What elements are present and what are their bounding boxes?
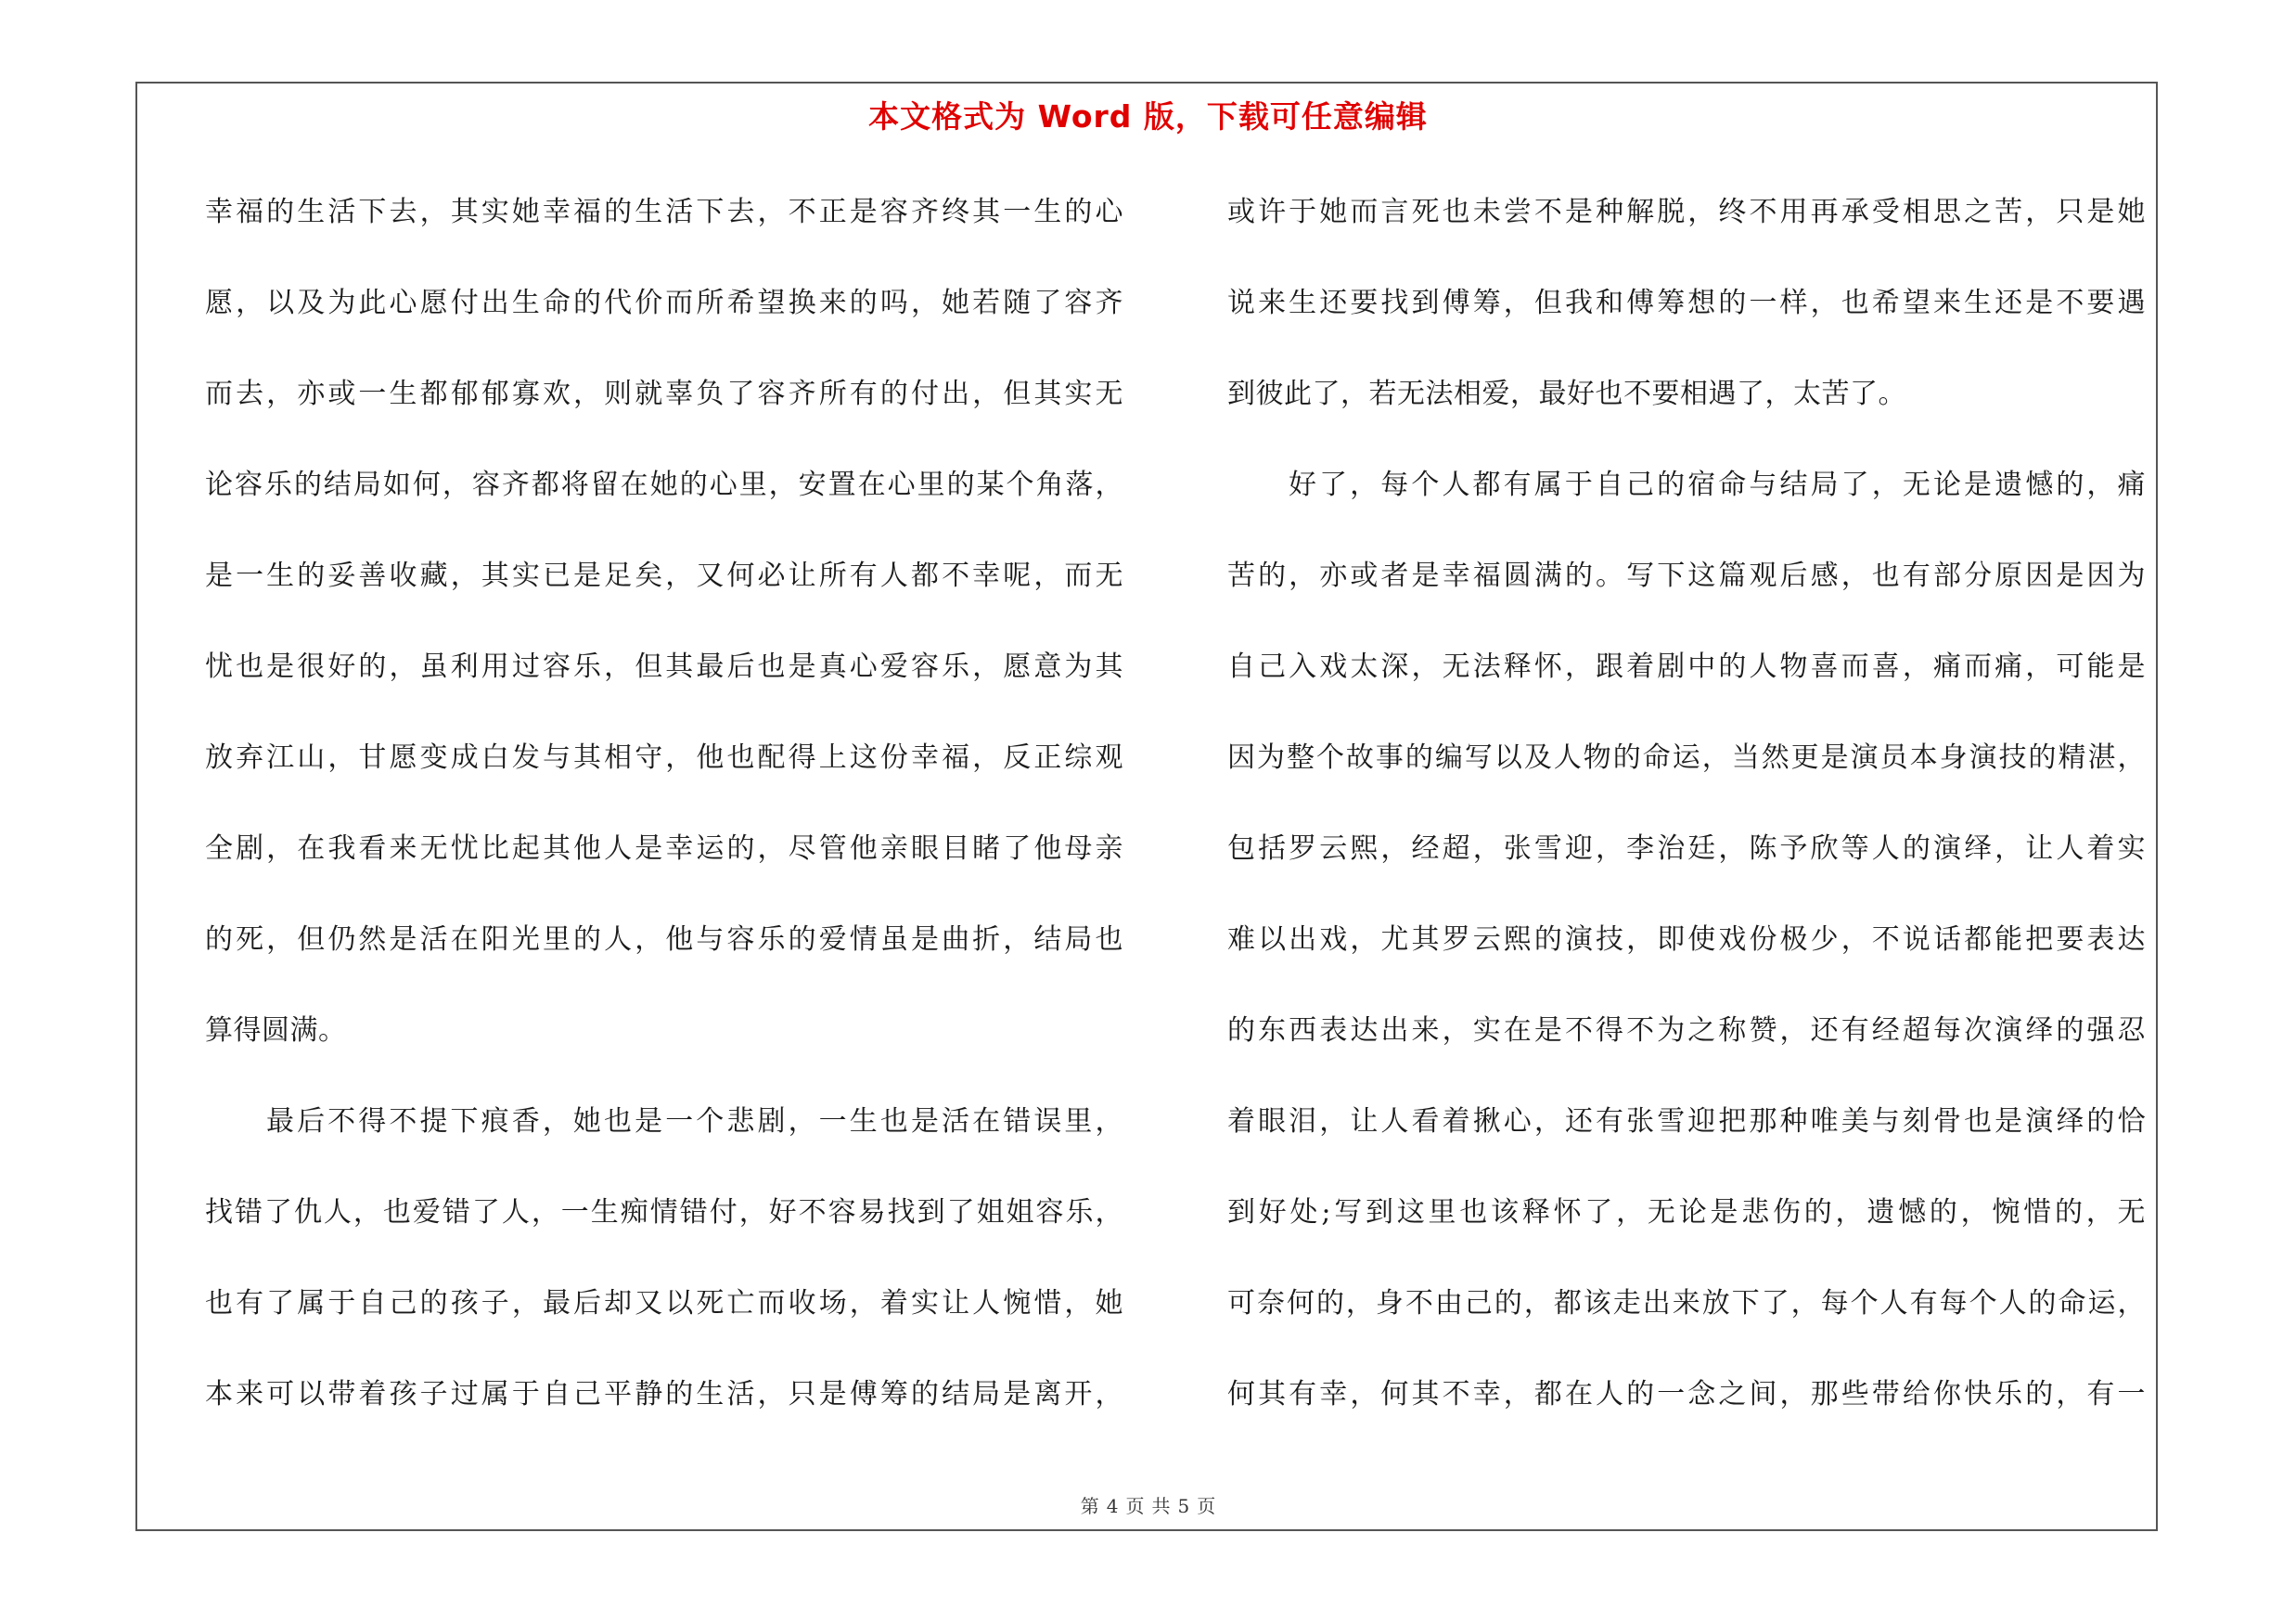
footer-page-word: 页 <box>1125 1495 1145 1517</box>
text-line: 何其有幸，何其不幸，都在人的一念之间，那些带给你快乐的，有一 <box>1227 1378 2146 1410</box>
left-column <box>205 182 1123 1455</box>
text-line: 好了，每个人都有属于自己的宿命与结局了，无论是遗憾的，痛 <box>1289 469 2146 501</box>
text-line: 忧也是很好的，虽利用过容乐，但其最后也是真心爱容乐，愿意为其 <box>205 650 1123 683</box>
text-line: 找错了仇人，也爱错了人，一生痴情错付，好不容易找到了姐姐容乐， <box>205 1196 1123 1229</box>
text-line: 到好处;写到这里也该释怀了，无论是悲伤的，遗憾的，惋惜的，无 <box>1227 1196 2146 1229</box>
footer-current-page: 4 <box>1106 1495 1119 1517</box>
text-line: 愿，以及为此心愿付出生命的代价而所希望换来的吗，她若随了容齐 <box>205 287 1123 319</box>
text-line: 说来生还要找到傅筹，但我和傅筹想的一样，也希望来生还是不要遇 <box>1227 287 2146 319</box>
page-footer <box>0 1491 2296 1518</box>
footer-total-pages: 5 <box>1177 1495 1190 1517</box>
text-line: 苦的，亦或者是幸福圆满的。写下这篇观后感，也有部分原因是因为 <box>1227 560 2146 592</box>
text-line: 全剧，在我看来无忧比起其他人是幸运的，尽管他亲眼目睹了他母亲 <box>205 832 1123 865</box>
footer-prefix: 第 <box>1080 1495 1099 1517</box>
text-line: 难以出戏，尤其罗云熙的演技，即使戏份极少，不说话都能把要表达 <box>1227 923 2146 956</box>
text-line: 幸福的生活下去，其实她幸福的生活下去，不正是容齐终其一生的心 <box>205 196 1123 228</box>
text-line: 可奈何的，身不由己的，都该走出来放下了，每个人有每个人的命运， <box>1227 1287 2146 1320</box>
text-line: 是一生的妥善收藏，其实已是足矣，又何必让所有人都不幸呢，而无 <box>205 560 1123 592</box>
text-line: 的东西表达出来，实在是不得不为之称赞，还有经超每次演绎的强忍 <box>1227 1014 2146 1047</box>
right-column <box>1227 182 2146 1455</box>
footer-total-word: 共 <box>1151 1495 1171 1517</box>
text-line: 因为整个故事的编写以及人物的命运，当然更是演员本身演技的精湛， <box>1227 741 2146 774</box>
text-line: 而去，亦或一生都郁郁寡欢，则就辜负了容齐所有的付出，但其实无 <box>205 378 1123 410</box>
header-title: 本文格式为 Word 版，下载可任意编辑 <box>868 98 1428 135</box>
text-line: 本来可以带着孩子过属于自己平静的生活，只是傅筹的结局是离开， <box>205 1378 1123 1410</box>
text-line: 自己入戏太深，无法释怀，跟着剧中的人物喜而喜，痛而痛，可能是 <box>1227 650 2146 683</box>
text-line: 算得圆满。 <box>205 1014 347 1047</box>
text-line: 最后不得不提下痕香，她也是一个悲剧，一生也是活在错误里， <box>266 1105 1123 1138</box>
text-line: 包括罗云熙，经超，张雪迎，李治廷，陈予欣等人的演绎，让人着实 <box>1227 832 2146 865</box>
text-line: 放弃江山，甘愿变成白发与其相守，他也配得上这份幸福，反正综观 <box>205 741 1123 774</box>
text-line: 的死，但仍然是活在阳光里的人，他与容乐的爱情虽是曲折，结局也 <box>205 923 1123 956</box>
text-line: 论容乐的结局如何，容齐都将留在她的心里，安置在心里的某个角落， <box>205 469 1123 501</box>
text-line: 也有了属于自己的孩子，最后却又以死亡而收场，着实让人惋惜，她 <box>205 1287 1123 1320</box>
text-line: 着眼泪，让人看着揪心，还有张雪迎把那种唯美与刻骨也是演绎的恰 <box>1227 1105 2146 1138</box>
footer-suffix: 页 <box>1197 1495 1216 1517</box>
text-line: 到彼此了，若无法相爱，最好也不要相遇了，太苦了。 <box>1227 378 1906 410</box>
text-line: 或许于她而言死也未尝不是种解脱，终不用再承受相思之苦，只是她 <box>1227 196 2146 228</box>
